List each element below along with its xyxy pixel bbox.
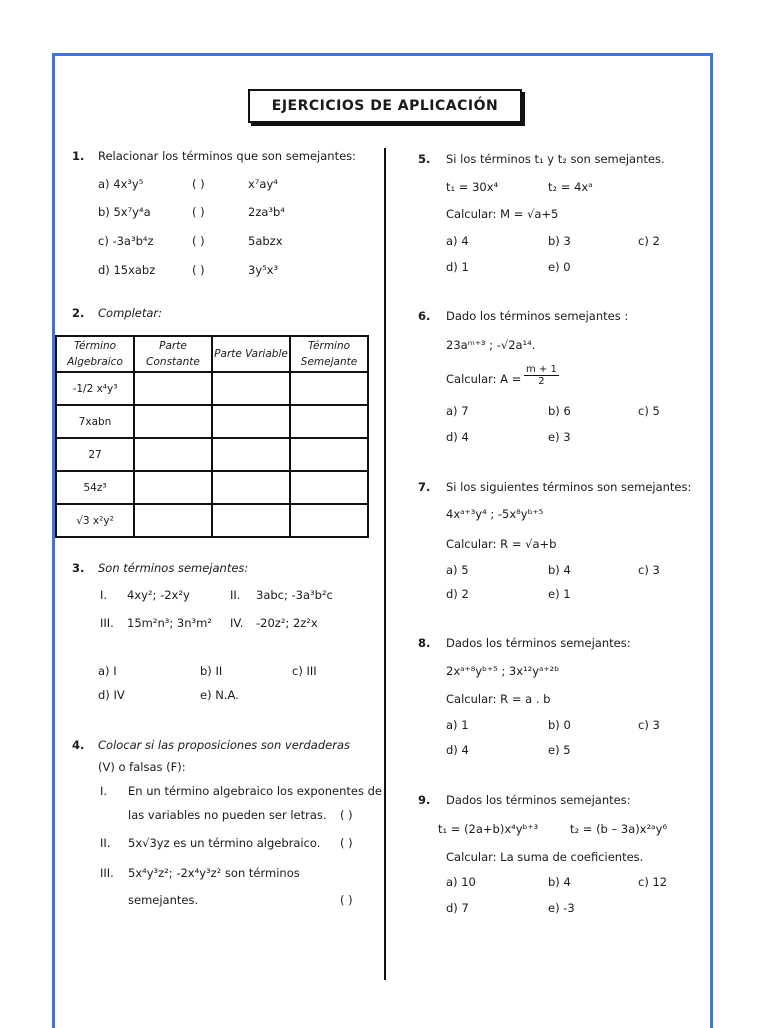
table-row	[56, 471, 368, 504]
q6-prompt: Dado los términos semejantes :	[446, 309, 629, 323]
q3-item-label: III.	[100, 616, 114, 630]
q6-option-c: c) 5	[638, 404, 660, 418]
q1-left-a: a) 4x³y⁵	[98, 177, 144, 191]
q9-option-b: b) 4	[548, 875, 571, 889]
q5-option-b: b) 3	[548, 234, 571, 248]
q7-option-a: a) 5	[446, 563, 469, 577]
q6-option-b: b) 6	[548, 404, 571, 418]
q6-terms: 23aᵐ⁺³ ; -√2a¹⁴.	[446, 338, 536, 352]
q9-prompt: Dados los términos semejantes:	[446, 793, 631, 807]
q2-prompt: Completar:	[98, 306, 162, 320]
q4-item-label: I.	[100, 784, 108, 798]
q9-option-d: d) 7	[446, 901, 469, 915]
q5-option-a: a) 4	[446, 234, 469, 248]
table-row	[56, 438, 368, 471]
q1-left-c: c) -3a³b⁴z	[98, 234, 154, 248]
q9-t2: t₂ = (b – 3a)x²ᵃy⁶	[570, 822, 668, 836]
q4-prompt-line1: Colocar si las proposiciones son verdaderas	[98, 738, 351, 752]
table-cell-empty	[134, 471, 212, 504]
q1-paren-d: ( )	[192, 263, 205, 277]
q4-item-line2: las variables no pueden ser letras.	[128, 808, 327, 822]
q4-item-label: II.	[100, 836, 111, 850]
page-border	[52, 53, 713, 1028]
q1-right-b: 2za³b⁴	[248, 205, 285, 219]
q1-number: 1.	[72, 149, 85, 163]
q3-option-d: d) IV	[98, 688, 125, 702]
table-cell-term: -1/2 x⁴y³	[56, 372, 134, 405]
page-title	[248, 89, 522, 123]
table-header: Término Algebraico	[56, 336, 134, 372]
q6-fraction	[524, 364, 559, 387]
table-cell-empty	[212, 438, 290, 471]
q7-option-b: b) 4	[548, 563, 571, 577]
table-cell-empty	[212, 405, 290, 438]
table-header: Término Semejante	[290, 336, 368, 372]
table-cell-empty	[290, 504, 368, 537]
q5-t2: t₂ = 4xᵃ	[548, 180, 593, 194]
q5-prompt: Si los términos t₁ y t₂ son semejantes.	[446, 152, 665, 166]
q8-option-e: e) 5	[548, 743, 571, 757]
q8-option-d: d) 4	[446, 743, 469, 757]
table-cell-empty	[134, 405, 212, 438]
q8-terms: 2xᵃ⁺⁸yᵇ⁺⁵ ; 3x¹²yᵃ⁺²ᵇ	[446, 664, 560, 678]
q1-right-d: 3y⁵x³	[248, 263, 279, 277]
q6-number: 6.	[418, 309, 431, 323]
q9-option-e: e) -3	[548, 901, 575, 915]
q5-t1: t₁ = 30x⁴	[446, 180, 499, 194]
q8-number: 8.	[418, 636, 431, 650]
table-cell-empty	[290, 471, 368, 504]
q7-option-e: e) 1	[548, 587, 571, 601]
q3-option-b: b) II	[200, 664, 223, 678]
q8-prompt: Dados los términos semejantes:	[446, 636, 631, 650]
q5-calc: Calcular: M = √a+5	[446, 207, 559, 221]
table-cell-term: 54z³	[56, 471, 134, 504]
table-cell-empty	[134, 438, 212, 471]
q9-t1: t₁ = (2a+b)x⁴yᵇ⁺³	[438, 822, 539, 836]
q4-item-line1: 5x⁴y³z²; -2x⁴y³z² son términos	[128, 866, 300, 880]
q4-item-paren: ( )	[340, 893, 353, 907]
q5-option-c: c) 2	[638, 234, 660, 248]
q7-option-d: d) 2	[446, 587, 469, 601]
q6-calc-label: Calcular: A =	[446, 372, 522, 386]
q4-item-label: III.	[100, 866, 114, 880]
q6-option-d: d) 4	[446, 430, 469, 444]
q1-left-d: d) 15xabz	[98, 263, 156, 277]
q4-number: 4.	[72, 738, 85, 752]
q1-prompt: Relacionar los términos que son semejantes:	[98, 149, 357, 163]
q1-paren-c: ( )	[192, 234, 205, 248]
table-cell-empty	[212, 471, 290, 504]
table-row	[56, 405, 368, 438]
q6-frac-num: m + 1	[526, 364, 557, 375]
q3-item-label: IV.	[230, 616, 244, 630]
q1-paren-b: ( )	[192, 205, 205, 219]
q1-left-b: b) 5x⁷y⁴a	[98, 205, 151, 219]
q4-item-paren: ( )	[340, 808, 353, 822]
q6-option-a: a) 7	[446, 404, 469, 418]
completar-table	[55, 335, 369, 538]
q3-number: 3.	[72, 561, 85, 575]
table-cell-empty	[290, 405, 368, 438]
q7-prompt: Si los siguientes términos son semejantes:	[446, 480, 692, 494]
q3-option-c: c) III	[292, 664, 317, 678]
q3-item-text: 4xy²; -2x²y	[127, 588, 190, 602]
table-cell-empty	[212, 372, 290, 405]
q3-prompt: Son términos semejantes:	[98, 561, 249, 575]
table-row	[56, 504, 368, 537]
table-cell-term: √3 x²y²	[56, 504, 134, 537]
table-cell-empty	[290, 438, 368, 471]
q9-option-a: a) 10	[446, 875, 476, 889]
table-cell-empty	[134, 372, 212, 405]
table-cell-empty	[290, 372, 368, 405]
title-text: EJERCICIOS DE APLICACIÓN	[271, 98, 499, 114]
table-header: Parte Constante	[134, 336, 212, 372]
q1-right-c: 5abzx	[248, 234, 283, 248]
q5-number: 5.	[418, 152, 431, 166]
table-cell-empty	[212, 504, 290, 537]
q4-item-line2: semejantes.	[128, 893, 199, 907]
q8-option-b: b) 0	[548, 718, 571, 732]
q5-option-d: d) 1	[446, 260, 469, 274]
q6-option-e: e) 3	[548, 430, 571, 444]
table-header: Parte Variable	[212, 336, 290, 372]
q3-item-label: II.	[230, 588, 241, 602]
q4-item-line1: En un término algebraico los exponentes de	[128, 784, 382, 798]
q9-number: 9.	[418, 793, 431, 807]
table-cell-term: 7xabn	[56, 405, 134, 438]
q8-calc: Calcular: R = a . b	[446, 692, 551, 706]
q7-number: 7.	[418, 480, 431, 494]
q4-item-paren: ( )	[340, 836, 353, 850]
q7-terms: 4xᵃ⁺³y⁴ ; -5x⁸yᵇ⁺⁵	[446, 507, 544, 521]
table-cell-term: 27	[56, 438, 134, 471]
column-divider	[384, 148, 386, 980]
q6-frac-den: 2	[538, 376, 545, 387]
q3-item-text: 15m²n³; 3n³m²	[127, 616, 212, 630]
q3-option-a: a) I	[98, 664, 117, 678]
table-row	[56, 372, 368, 405]
table-cell-empty	[134, 504, 212, 537]
q2-number: 2.	[72, 306, 85, 320]
q8-option-a: a) 1	[446, 718, 469, 732]
q3-item-text: -20z²; 2z²x	[256, 616, 318, 630]
q3-item-text: 3abc; -3a³b²c	[256, 588, 333, 602]
q3-item-label: I.	[100, 588, 108, 602]
q1-right-a: x⁷ay⁴	[248, 177, 278, 191]
q8-option-c: c) 3	[638, 718, 660, 732]
q4-item-line1: 5x√3yz es un término algebraico.	[128, 836, 321, 850]
q4-prompt-line2: (V) o falsas (F):	[98, 760, 186, 774]
q7-calc: Calcular: R = √a+b	[446, 537, 557, 551]
q7-option-c: c) 3	[638, 563, 660, 577]
q3-option-e: e) N.A.	[200, 688, 239, 702]
q1-paren-a: ( )	[192, 177, 205, 191]
q5-option-e: e) 0	[548, 260, 571, 274]
q9-calc: Calcular: La suma de coeficientes.	[446, 850, 644, 864]
q9-option-c: c) 12	[638, 875, 668, 889]
